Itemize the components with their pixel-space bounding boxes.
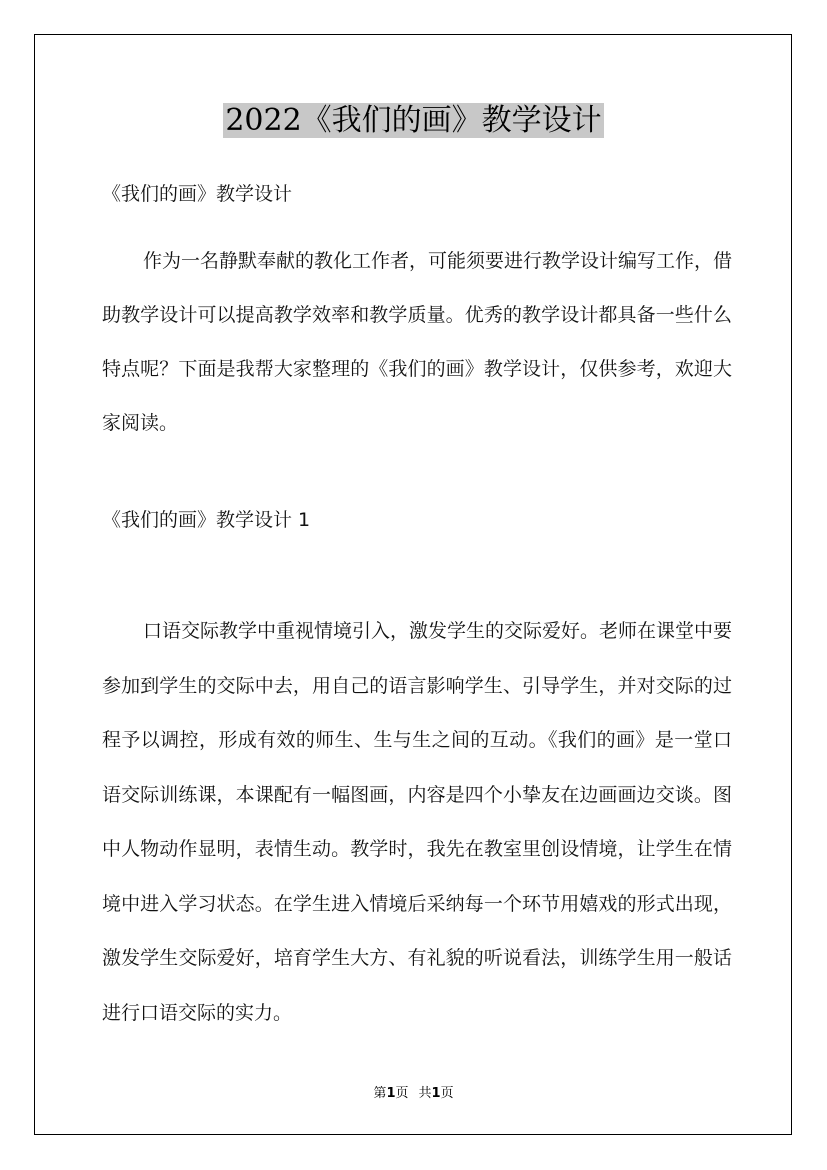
document-subtitle: 《我们的画》教学设计: [102, 183, 293, 205]
document-title: [0, 98, 827, 144]
section-body-paragraph: 口语交际教学中重视情境引入，激发学生的交际爱好。老师在课堂中要参加到学生的交际中去，用自己的语言影响学生、引导学生，并对交际的过程予以调控，形成有效的师生、生与生之间的互动。《我们的画》是一堂口语交际训练课，本课配有一幅图画，内容是四个小挚友在边画画边交谈。图中人物动作显明，表情生动。教学时，我先在教室里创设情境，让学生在情境中进入学习状态。在学生进入情境后采纳每一个环节用嬉戏的形式出现，激发学生交际爱好，培育学生大方、有礼貌的听说看法，训练学生用一般话进行口语交际的实力。: [102, 620, 733, 1024]
intro-paragraph: 作为一名静默奉献的教化工作者，可能须要进行教学设计编写工作，借助教学设计可以提高教学效率和教学质量。优秀的教学设计都具备一些什么特点呢？下面是我帮大家整理的《我们的画》教学设计，仅供参考，欢迎大家阅读。: [102, 250, 733, 434]
footer-page-prefix: 第: [373, 1086, 387, 1101]
page-footer: [0, 1082, 827, 1101]
footer-page-suffix: 页: [395, 1086, 409, 1101]
document-title-text: 2022《我们的画》教学设计: [225, 103, 602, 138]
footer-total-suffix: 页: [440, 1086, 454, 1101]
footer-page-number: 1: [386, 1086, 396, 1101]
footer-total-number: 1: [431, 1086, 441, 1101]
section-heading: 《我们的画》教学设计 1: [102, 509, 311, 531]
footer-total-prefix: 共: [418, 1086, 432, 1101]
